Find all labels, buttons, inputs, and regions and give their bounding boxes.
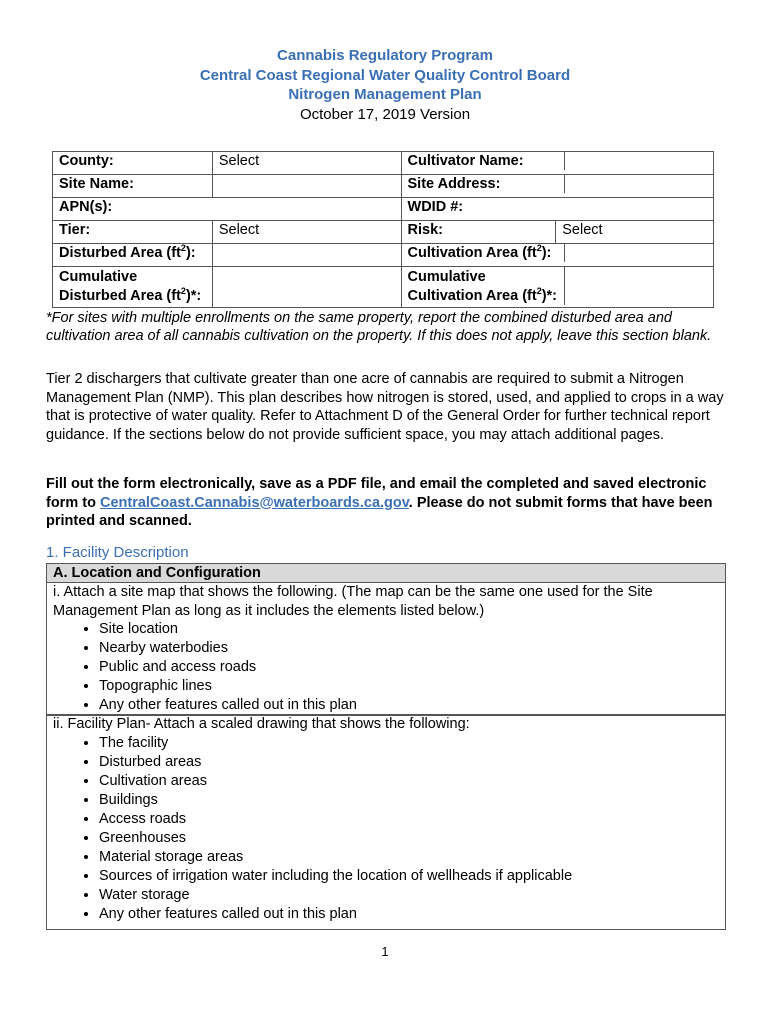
version-date: October 17, 2019 Version bbox=[299, 105, 471, 123]
program-title: Cannabis Regulatory Program bbox=[277, 47, 493, 64]
list-item: • The facility bbox=[99, 734, 725, 753]
risk-label: Risk: bbox=[401, 221, 556, 244]
site-map-box bbox=[46, 582, 726, 716]
list-item: • Water storage bbox=[99, 886, 725, 905]
section-title: 1. Facility Description bbox=[46, 544, 189, 561]
list-item: • Any other features called out in this plan bbox=[99, 696, 725, 715]
site-name-field[interactable] bbox=[212, 175, 401, 198]
site-address-label-text: Site Address: bbox=[402, 175, 565, 193]
county-label: County: bbox=[53, 152, 213, 175]
site-map-intro: i. Attach a site map that shows the following. (The map can be the same one used for the Site Management Plan as long as it includes the elements listed below.) bbox=[53, 584, 653, 619]
site-address-label bbox=[401, 175, 713, 198]
list-item: • Material storage areas bbox=[99, 848, 725, 867]
wdid-label: WDID #: bbox=[401, 198, 713, 221]
risk-select[interactable]: Select bbox=[556, 221, 714, 244]
document-header bbox=[0, 46, 770, 124]
site-map-list bbox=[47, 620, 725, 715]
list-item: • Topographic lines bbox=[99, 677, 725, 696]
site-info-table bbox=[52, 151, 714, 308]
list-item: • Any other features called out in this plan bbox=[99, 905, 725, 924]
list-item: • Public and access roads bbox=[99, 658, 725, 677]
email-link[interactable]: CentralCoast.Cannabis@waterboards.ca.gov bbox=[99, 494, 409, 511]
apn-label: APN(s): bbox=[53, 198, 402, 221]
plan-title: Nitrogen Management Plan bbox=[288, 86, 482, 103]
cultivator-name-label bbox=[401, 152, 713, 175]
board-title: Central Coast Regional Water Quality Control Board bbox=[199, 66, 571, 84]
facility-plan-intro: ii. Facility Plan- Attach a scaled drawing that shows the following: bbox=[53, 716, 470, 732]
site-name-label: Site Name: bbox=[53, 175, 213, 198]
list-item: • Disturbed areas bbox=[99, 753, 725, 772]
disturbed-area-label: Disturbed Area $(ft^2)$: bbox=[53, 244, 213, 267]
county-select[interactable]: Select bbox=[212, 152, 401, 175]
cumulative-cultivation-field[interactable] bbox=[565, 267, 713, 305]
list-item: • Nearby waterbodies bbox=[99, 639, 725, 658]
cultivation-area-label: Cultivation Area $(ft^2)$: bbox=[401, 244, 713, 267]
subsection-header: A. Location and Configuration bbox=[46, 563, 726, 583]
list-item: • Access roads bbox=[99, 810, 725, 829]
tier-label: Tier: bbox=[53, 221, 213, 244]
page-number: 1 bbox=[381, 944, 389, 959]
cultivator-name-label-text: Cultivator Name: bbox=[402, 152, 565, 170]
cultivator-name-field[interactable] bbox=[565, 152, 713, 170]
list-item: • Cultivation areas bbox=[99, 772, 725, 791]
intro-paragraph: Tier 2 dischargers that cultivate greater than one acre of cannabis are required to submit a Nitrogen Management Plan (NMP). This plan describes how nitrogen is stored, used, and applied to crops in a way that is protective of water quality. Refer to Attachment D of the General Order for further technical report guidance. If the sections below do not provide sufficient space, you may attach additional pages. bbox=[46, 371, 724, 443]
multiple-enrollment-note: *For sites with multiple enrollments on the same property, report the combined disturbed area and cultivation area of all cannabis cultivation on the property. If this does not apply, leave this section blank. bbox=[46, 310, 712, 344]
list-item: • Sources of irrigation water including the location of wellheads if applicable bbox=[99, 867, 725, 886]
tier-select[interactable]: Select bbox=[212, 221, 401, 244]
cumulative-disturbed-label: Cumulative Disturbed Area $(ft^2)*$: bbox=[53, 267, 213, 308]
submission-instructions: Fill out the form electronically, save as a PDF file, and email the completed and saved electronic form to CentralCoast.Cannabis@waterboards.ca.gov. Please do not submit forms that have been printed and scanned. bbox=[46, 476, 713, 529]
facility-plan-list bbox=[47, 734, 725, 924]
facility-plan-box bbox=[46, 714, 726, 930]
list-item: • Site location bbox=[99, 620, 725, 639]
cumulative-cultivation-label: Cumulative Cultivation Area $(ft^2)*$: bbox=[401, 267, 713, 308]
disturbed-area-field[interactable] bbox=[212, 244, 401, 267]
cultivation-area-field[interactable] bbox=[565, 244, 713, 262]
site-address-field[interactable] bbox=[565, 175, 713, 193]
list-item: • Greenhouses bbox=[99, 829, 725, 848]
list-item: • Buildings bbox=[99, 791, 725, 810]
cumulative-disturbed-field[interactable] bbox=[212, 267, 401, 308]
